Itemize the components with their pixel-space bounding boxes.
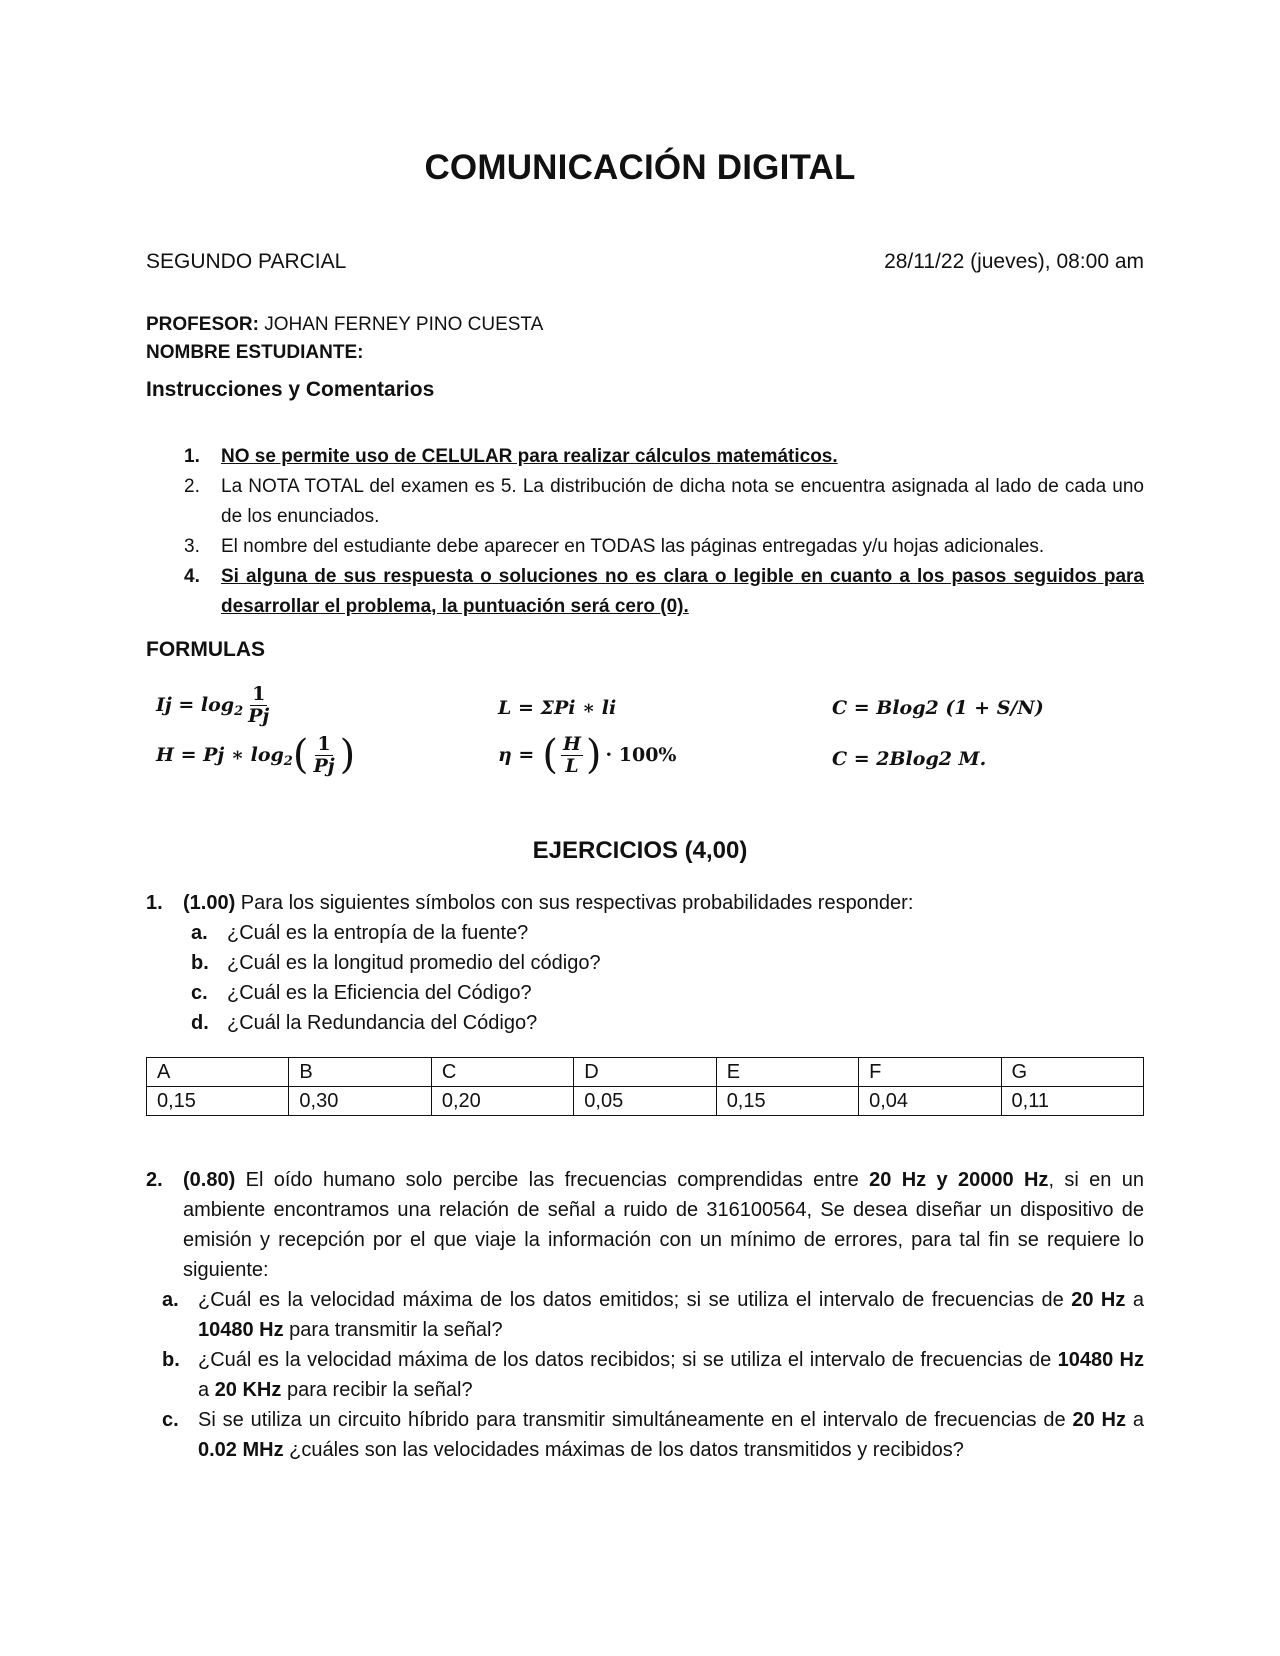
sub-question-text: a [1125,1289,1144,1311]
question-2 [146,1165,1144,1465]
formula-eta-rhs: · 100% [605,744,677,767]
formula-ij-sub: 2 [234,703,244,719]
sub-question-text: ¿Cuál es la Eficiencia del Código? [227,982,532,1004]
sub-question [146,1405,1144,1465]
sub-question-text: ¿Cuál la Redundancia del Código? [227,1012,538,1034]
sub-question-text: ¿Cuál es la longitud promedio del código? [227,952,601,974]
probability-cell: 0,15 [716,1087,858,1116]
frequency-value: 10480 Hz [1057,1349,1144,1371]
formula-h-sub: 2 [283,753,293,769]
instructions-heading: Instrucciones y Comentarios [146,378,435,401]
question-points: (1.00) [183,892,236,914]
sub-question-text: para transmitir la señal? [283,1319,503,1341]
professor-label: PROFESOR: [146,314,259,335]
instruction-number: 3. [184,536,200,557]
formula-ij-numerator: 1 [252,683,266,705]
formula-self-information [156,684,274,727]
formula-c2-text: C = 2Blog2 M. [832,748,987,770]
sub-question [146,1008,1144,1038]
formula-h-fraction [311,734,336,777]
frequency-value: 10480 Hz [198,1319,284,1341]
question-2-items [146,1285,1144,1465]
formula-h-lhs: H = Pj ∗ log [156,744,284,767]
question-statement: Para los siguientes símbolos con sus respectivas probabilidades responder: [235,892,914,914]
left-paren-icon: ( [542,732,558,779]
sub-question [146,1345,1144,1405]
formula-eta-lhs: η = [498,744,535,767]
sub-question-text: ¿Cuál es la velocidad máxima de los datos recibidos; si se utiliza el intervalo de frecuencias de [198,1349,1058,1371]
formula-ij-fraction [246,684,271,727]
student-label: NOMBRE ESTUDIANTE: [146,342,364,363]
exercises-heading: EJERCICIOS (4,00) [532,837,748,864]
sub-question-letter: a. [191,922,208,944]
probability-cell: 0,11 [1001,1087,1143,1116]
sub-question-text: ¿Cuál es la velocidad máxima de los datos emitidos; si se utiliza el intervalo de frecuencias de [198,1289,1072,1311]
formula-c1-text: C = Blog2 (1 + S/N) [832,697,1044,719]
sub-question [146,948,1144,978]
symbol-cell: D [574,1058,716,1087]
instruction-number: 1. [184,446,200,467]
exam-meta [146,311,543,367]
symbol-cell: G [1001,1058,1143,1087]
sub-question [146,1285,1144,1345]
formula-average-length [498,697,616,719]
question-statement-part: El oído humano solo percibe las frecuencias comprendidas entre [235,1169,870,1191]
left-paren-icon: ( [292,732,309,779]
sub-question-text: para recibir la señal? [281,1379,473,1401]
symbol-row [147,1058,1144,1087]
professor-line [146,311,543,339]
question-text [146,888,1144,918]
instruction-item [146,562,1144,622]
symbol-cell: B [289,1058,431,1087]
formula-entropy [156,734,355,777]
exam-date: 28/11/22 (jueves), 08:00 am [884,250,1144,273]
formula-eta-fraction [561,734,583,777]
sub-question-text: a [198,1379,215,1401]
sub-question [146,978,1144,1008]
sub-question-letter: b. [162,1349,180,1371]
symbol-cell: A [147,1058,289,1087]
formula-h-numerator: 1 [317,733,331,755]
frequency-value: 0.02 MHz [198,1439,284,1461]
frequency-value: 20 Hz [1072,1409,1127,1431]
sub-question-letter: b. [191,952,209,974]
symbol-cell: C [431,1058,573,1087]
sub-question-text: ¿Cuál es la entropía de la fuente? [227,922,529,944]
formula-efficiency [498,734,676,777]
question-number: 1. [146,892,163,914]
probability-cell: 0,04 [859,1087,1001,1116]
question-1 [146,888,1144,1038]
professor-name: JOHAN FERNEY PINO CUESTA [264,314,544,335]
formula-l-text: L = ΣPi ∗ li [498,697,617,719]
right-paren-icon: ) [585,732,602,779]
question-number: 2. [146,1169,163,1191]
question-1-items [146,918,1144,1038]
instruction-item [146,532,1144,562]
exam-info-row [146,250,1144,274]
sub-question-text: a [1126,1409,1145,1431]
sub-question [146,918,1144,948]
formula-nyquist-capacity [832,748,986,770]
sub-question-text: ¿cuáles son las velocidades máximas de los datos transmitidos y recibidos? [283,1439,964,1461]
symbol-cell: E [716,1058,858,1087]
formula-h-denominator: Pj [313,754,335,777]
probability-cell: 0,30 [289,1087,431,1116]
sub-question-letter: d. [191,1012,209,1034]
formula-shannon-capacity [832,697,1044,719]
right-paren-icon: ) [339,732,356,779]
instruction-text: NO se permite uso de CELULAR para realizar cálculos matemáticos. [221,446,838,467]
document-title: COMUNICACIÓN DIGITAL [424,148,856,187]
sub-question-text: Si se utiliza un circuito híbrido para transmitir simultáneamente en el intervalo de frecuencias de [198,1409,1073,1431]
sub-question-letter: a. [162,1289,179,1311]
probability-cell: 0,05 [574,1087,716,1116]
probability-cell: 0,15 [147,1087,289,1116]
question-text [146,1165,1144,1285]
instruction-item [146,472,1144,532]
student-line [146,339,543,367]
instruction-item [146,442,1144,472]
instructions-list [146,442,1144,622]
sub-question-letter: c. [162,1409,179,1431]
formula-ij-lhs: Ij = log [156,694,235,717]
formula-eta-denominator: L [565,754,579,777]
frequency-value: 20 Hz [1071,1289,1126,1311]
question-points: (0.80) [183,1169,236,1191]
symbol-cell: F [859,1058,1001,1087]
instruction-text: El nombre del estudiante debe aparecer en TODAS las páginas entregadas y/u hojas adicionales. [221,536,1045,557]
exam-name: SEGUNDO PARCIAL [146,250,347,273]
instruction-text: La NOTA TOTAL del examen es 5. La distribución de dicha nota se encuentra asignada al lado de cada uno de los enunciados. [221,476,1144,527]
formula-eta-numerator: H [562,733,581,755]
frequency-range: 20 Hz y 20000 Hz [869,1169,1049,1191]
instruction-number: 2. [184,476,200,497]
formulas-heading: FORMULAS [146,638,265,661]
instruction-number: 4. [184,566,200,587]
probability-cell: 0,20 [431,1087,573,1116]
formula-ij-denominator: Pj [248,704,270,727]
question-statement-part: , si en un ambiente encontramos una relación de señal a ruido de 316100564, Se desea diseñar un dispositivo de emisión y recepción por el que viaje la información con un mínimo de errores, para tal fin se requiere lo siguiente: [183,1169,1144,1281]
probability-table [146,1057,1144,1116]
instruction-text: Si alguna de sus respuesta o soluciones no es clara o legible en cuanto a los pasos seguidos para desarrollar el problema, la puntuación será cero (0). [221,566,1144,617]
frequency-value: 20 KHz [214,1379,282,1401]
sub-question-letter: c. [191,982,208,1004]
probability-row [147,1087,1144,1116]
